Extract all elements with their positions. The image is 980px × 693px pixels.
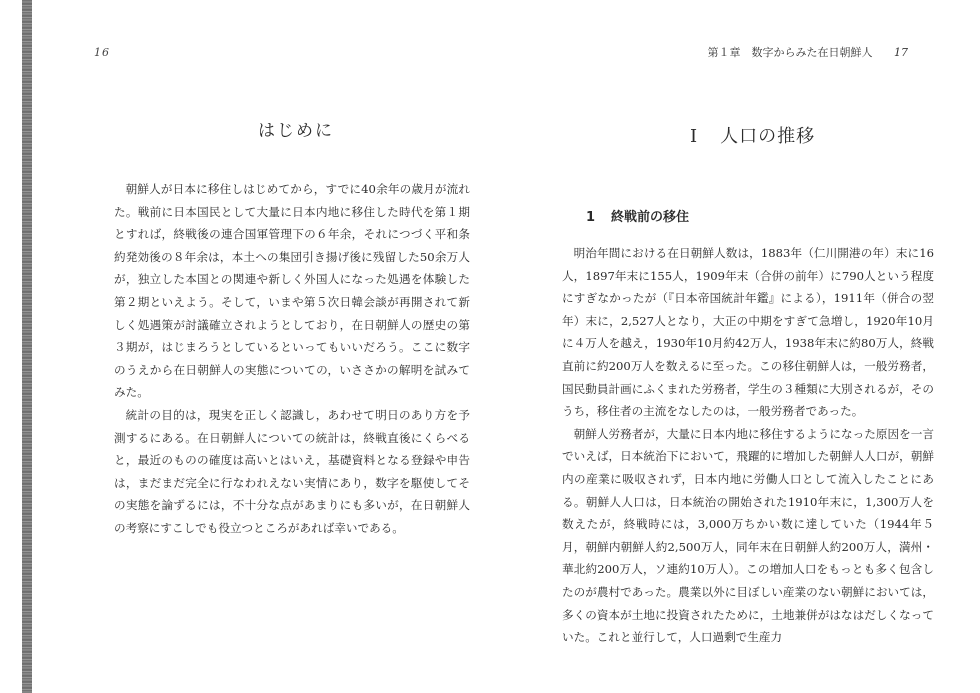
page-number-left: 16 [94,46,110,59]
chapter-title-text: 人口の推移 [720,126,816,147]
section-title: 終戦前の移住 [611,210,690,225]
section-heading [586,206,689,225]
right-page [500,0,970,693]
section-number: 1 [586,210,596,225]
left-page [34,0,490,693]
chapter-numeral: I [690,126,699,147]
introduction-title: はじめに [258,121,334,141]
page-number-right: 17 [894,46,908,59]
chapter-title [690,122,815,148]
running-header [708,44,909,60]
chapter-paragraph-2: 朝鮮人労務者が，大量に日本内地に移住するようになった原因を一言でいえば，日本統治下において，飛躍的に増加した朝鮮人人口が，朝鮮内の産業に吸収されず，日本内地に労働人口として流入したことにある。朝鮮人人口は，日本統治の開始された1910年末に，1,300万人を数えたが，終戦時には，3,000万ちかい数に達していた（1944年５月，朝鮮内朝鮮人約2,500万人，同年末在日朝鮮人約200万人，満州・華北約200万人，ソ連約10万人）。この増加人口をもっとも多く包含したのが農村であった。農業以外に目ぼしい産業のない朝鮮においては，多くの資本が土地に投資されたために，土地兼併がはなはだしくなっていた。これと並行して，人口過剰で生産力 [562,426,934,645]
chapter-body [562,242,934,649]
running-header-title: 第１章 数字からみた在日朝鮮人 [707,46,873,59]
scan-binding-edge [22,0,32,693]
introduction-paragraph-1: 朝鮮人が日本に移住しはじめてから，すでに40余年の歳月が流れた。戦前に日本国民として大量に日本内地に移住した時代を第１期とすれば，終戦後の連合国軍管理下の６年余，それにつづく平和条約発効後の８年余は，本土への集団引き揚げ後に残留した50余万人が，独立した本国との関連や新しく外国人になった処遇を体験した第２期といえよう。そして，いまや第５次日韓会談が再開されて新しく処遇策が討議確立されようとしており，在日朝鮮人の歴史の第３期が，はじまろうとしているといってもいいだろう。ここに数字のうえから在日朝鮮人の実態についての，いささかの解明を試みてみた。 [114,182,470,400]
chapter-paragraph-1: 明治年間における在日朝鮮人数は，1883年（仁川開港の年）末に16人，1897年末に155人，1909年末（合併の前年）に790人という程度にすぎなかったが（『日本帝国統計年鑑』による），1911年（併合の翌年）末に，2,527人となり，大正の中期をすぎて急増し，1920年10月に４万人を越え，1930年10月約42万人，1938年末に約80万人，終戦直前に約200万人を数えるに至った。この移住朝鮮人は，一般労務者，国民動員計画にふくまれた労務者，学生の３種類に大別されるが，そのうち，移住者の主流をなしたのは，一般労務者であった。 [562,246,934,419]
introduction-body [114,178,470,540]
introduction-paragraph-2: 統計の目的は，現実を正しく認識し，あわせて明日のあり方を予測するにある。在日朝鮮人についての統計は，終戦直後にくらべると，最近のものの確度は高いとはいえ，基礎資料となる登録や申告は，まだまだ完全に行なわれえない実情にあり，数字を駆使してその実態を論ずるには，不十分な点があまりにも多いが，在日朝鮮人の考察にすこしでも役立つところがあれば幸いである。 [114,407,470,535]
